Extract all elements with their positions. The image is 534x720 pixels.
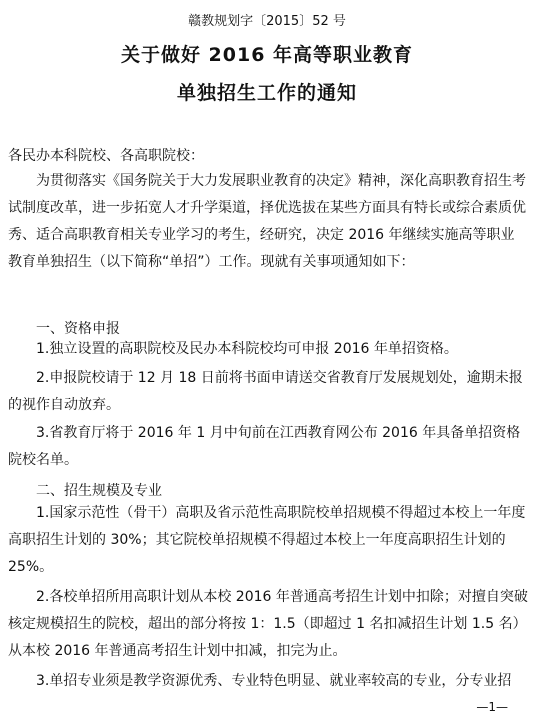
page-number: —1— — [476, 700, 508, 714]
document-number: 赣教规划字〔2015〕52 号 — [188, 14, 346, 29]
section-1-item-1: 1.独立设置的高职院校及民办本科院校均可申报 2016 年单招资格。 — [36, 341, 458, 357]
section-1-item-3: 3.省教育厅将于 2016 年 1 月中旬前在江西教育网公布 2016 年具备单招资格院校名单。 — [8, 425, 521, 468]
salutation: 各民办本科院校、各高职院校： — [8, 148, 204, 164]
section-2-heading: 二、招生规模及专业 — [36, 483, 162, 499]
section-2-item-1: 1.国家示范性（骨干）高职及省示范性高职院校单招规模不得超过本校上一年度高职招生计划的 30%；其它院校单招规模不得超过本校上一年度高职招生计划的 25%。 — [8, 505, 526, 575]
section-1-heading: 一、资格申报 — [36, 321, 120, 337]
intro-paragraph: 为贯彻落实《国务院关于大力发展职业教育的决定》精神，深化高职教育招生考试制度改革，进一步拓宽人才升学渠道，择优选拔在某些方面具有特长或综合素质优秀、适合高职教育相关专业学习的考生，经研究，决定 2016 年继续实施高等职业教育单独招生（以下简称“单招”）工作。现就有关事项通知如下： — [8, 173, 526, 270]
section-2-item-3: 3.单招专业须是教学资源优秀、专业特色明显、就业率较高的专业，分专业招 — [36, 673, 512, 689]
section-2-item-2: 2.各校单招所用高职计划从本校 2016 年普通高考招生计划中扣除；对擅自突破核定规模招生的院校，超出的部分将按 1：1.5（即超过 1 名扣减招生计划 1.5 名）从本校 2016 年普通高考招生计划中扣减，扣完为止。 — [8, 589, 528, 659]
title-line-1: 关于做好 2016 年高等职业教育 — [120, 44, 414, 66]
title-line-2: 单独招生工作的通知 — [176, 82, 357, 104]
section-1-item-2: 2.申报院校请于 12 月 18 日前将书面申请送交省教育厅发展规划处，逾期未报的视作自动放弃。 — [8, 370, 523, 413]
